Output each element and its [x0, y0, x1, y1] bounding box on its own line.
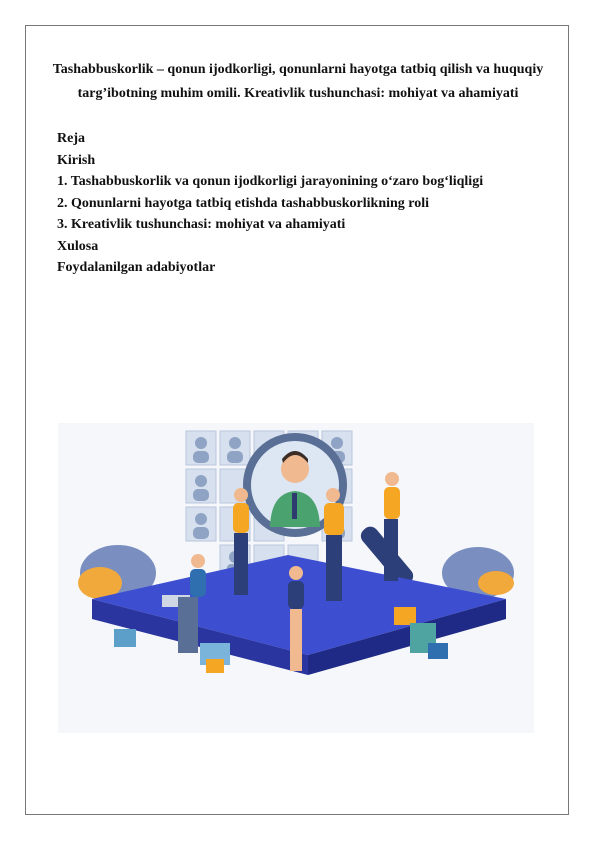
- toc-heading: Reja: [57, 131, 85, 146]
- person-orange-top-left: [233, 488, 249, 595]
- toc-item-introduction: Kirish: [57, 152, 96, 168]
- toc-item-2: 2. Qonunlarni hayotga tatbiq etishda tashabbuskorlikning roli: [57, 195, 430, 211]
- person-holding-magnifier: [324, 488, 344, 601]
- team-recruitment-illustration: [58, 423, 534, 733]
- toc-item-1: 1. Tashabbuskorlik va qonun ijodkorligi jarayonining o‘zaro bog‘liqligi: [57, 174, 484, 189]
- table-of-contents: [57, 128, 483, 279]
- document-title: [50, 58, 546, 106]
- toc-item-references: Foydalanilgan adabiyotlar: [57, 260, 216, 275]
- title-line-1: Tashabbuskorlik – qonun ijodkorligi, qonunlarni hayotga tatbiq qilish va huquqiy: [52, 62, 544, 77]
- toc-item-conclusion: Xulosa: [57, 238, 99, 254]
- person-center-front: [288, 566, 304, 671]
- toc-item-3: 3. Kreativlik tushunchasi: mohiyat va ahamiyati: [57, 217, 346, 232]
- person-right: [384, 472, 400, 581]
- title-line-2: targ’ibotning muhim omili. Kreativlik tushunchasi: mohiyat va ahamiyati: [77, 86, 519, 101]
